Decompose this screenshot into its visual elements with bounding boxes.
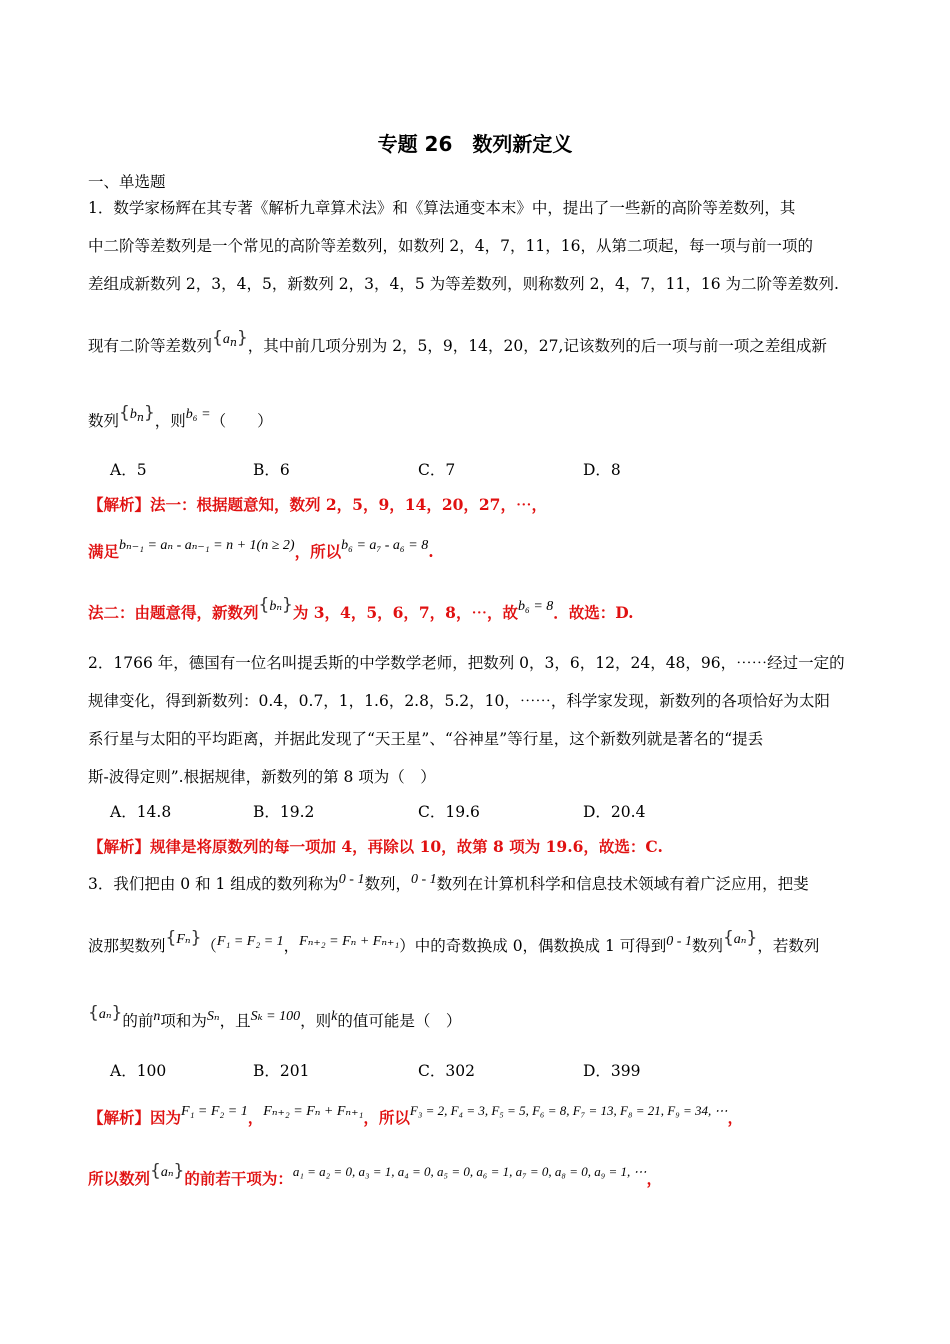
q1-line-4 [88, 328, 827, 357]
q1-text: （ ） [210, 412, 273, 430]
sequence-a-math: {aₙ} [150, 1161, 185, 1181]
recurrence-math: bₙ₋₁ = aₙ - aₙ₋₁ = n + 1(n ≥ 2) [119, 538, 295, 553]
q3-line-1: 3．我们把由 0 和 1 组成的数列称为0 - 1数列，0 - 1数列在计算机科学和信息技术领域有着广泛应用，把斐 [88, 872, 809, 893]
q1-line-2: 中二阶等差数列是一个常见的高阶等差数列，如数列 2，4，7，11，16，从第二项起，每一项与前一项的 [88, 237, 813, 255]
q2-solution: 【解析】规律是将原数列的每一项加 4，再除以 10，故第 8 项为 19.6，故选：C. [88, 837, 663, 856]
b6-math: b₆ = [185, 407, 211, 422]
q1-option-d: D．8 [583, 461, 621, 479]
sequence-b-math: {bn} [119, 403, 155, 424]
q2-option-c: C．19.6 [418, 803, 480, 821]
q3-solution-line-1: 【解析】因为F₁ = F₂ = 1，Fₙ₊₂ = Fₙ + Fₙ₊₁，所以$^{F_3 = 2, F_4 = 3, F_5 = 5, F_6 = 8, F_7 = 13, F_8 = 21, F_9 = 34, \cdots}$， [88, 1103, 744, 1127]
q2-option-a: A．14.8 [110, 803, 172, 821]
q2-line-1: 2．1766 年，德国有一位名叫提丢斯的中学数学老师，把数列 0，3，6，12，24，48，96，⋯⋯经过一定的 [88, 654, 845, 672]
q1-option-b: B．6 [253, 461, 290, 479]
q1-text: ，则 [154, 412, 186, 430]
sequence-a-math: {aₙ} [722, 928, 758, 948]
fibonacci-sequence-math: {Fₙ} [165, 928, 202, 948]
b6-result-math: b₆ = a₇ - a₆ = 8 [341, 538, 429, 553]
q2-line-3: 系行星与太阳的平均距离，并据此发现了“天王星”、“谷神星”等行星，这个新数列就是著名的“提丢 [88, 730, 764, 748]
q2-line-4: 斯-波得定则”.根据规律，新数列的第 8 项为（ ） [88, 768, 436, 786]
q1-line-3: 差组成新数列 2，3，4，5，新数列 2，3，4，5 为等差数列，则称数列 2，4，7，11，16 为二阶等差数列. [88, 275, 839, 293]
q2-line-2: 规律变化，得到新数列：0.4，0.7，1，1.6，2.8，5.2，10，⋯⋯，科学家发现，新数列的各项恰好为太阳 [88, 692, 830, 710]
page-title: 专题 26 数列新定义 [377, 132, 573, 156]
q1-option-a: A．5 [110, 461, 147, 479]
sequence-a-math: {aₙ} [88, 1003, 123, 1023]
q2-option-b: B．19.2 [253, 803, 315, 821]
q1-line-1: 1．数学家杨辉在其专著《解析九章算术法》和《算法通变本末》中，提出了一些新的高阶等差数列，其 [88, 199, 796, 217]
q1-text: 数列 [88, 412, 120, 430]
q3-solution-line-2: 所以数列{aₙ}的前若干项为：$^{a_1 = a_2 = 0, a_3 = 1, a_4 = 0, a_5 = 0, a_6 = 1, a_7 = 0, a_8 = 0, a_9 = 1, \cdots}$， [88, 1161, 663, 1188]
q3-option-d: D．399 [583, 1062, 641, 1080]
q1-text: ，其中前几项分别为 2，5，9，14，20，27,记该数列的后一项与前一项之差组成新 [247, 337, 827, 355]
q3-option-b: B．201 [253, 1062, 310, 1080]
sequence-a-math: {an} [212, 328, 248, 349]
q3-line-2: 波那契数列{Fₙ}（F₁ = F₂ = 1，Fₙ₊₂ = Fₙ + Fₙ₊₁）中的奇数换成 0，偶数换成 1 可得到0 - 1数列{aₙ}，若数列 [88, 928, 820, 955]
q1-option-c: C．7 [418, 461, 456, 479]
q2-option-d: D．20.4 [583, 803, 646, 821]
sequence-b-math: {bₙ} [258, 595, 293, 615]
q1-solution-line-1: 【解析】法一：根据题意知，数列 2，5，9，14，20，27，⋯， [88, 495, 547, 514]
q3-line-3: {aₙ}的前n项和为Sₙ，且Sₖ = 100，则k的值可能是（ ） [88, 1003, 462, 1030]
b6-value-math: b₆ = 8 [517, 599, 554, 614]
q1-solution-line-2: 满足bₙ₋₁ = aₙ - aₙ₋₁ = n + 1(n ≥ 2)，所以b₆ = a₇ - a₆ = 8. [88, 538, 434, 561]
q1-solution-line-3: 法二：由题意得，新数列{bₙ}为 3，4，5，6，7，8，⋯，故b₆ = 8．故选：D. [88, 595, 634, 622]
q1-text: 现有二阶等差数列 [88, 337, 213, 355]
q3-option-a: A．100 [110, 1062, 167, 1080]
section-heading: 一、单选题 [88, 173, 166, 191]
q1-line-5 [88, 403, 273, 432]
q3-option-c: C．302 [418, 1062, 475, 1080]
